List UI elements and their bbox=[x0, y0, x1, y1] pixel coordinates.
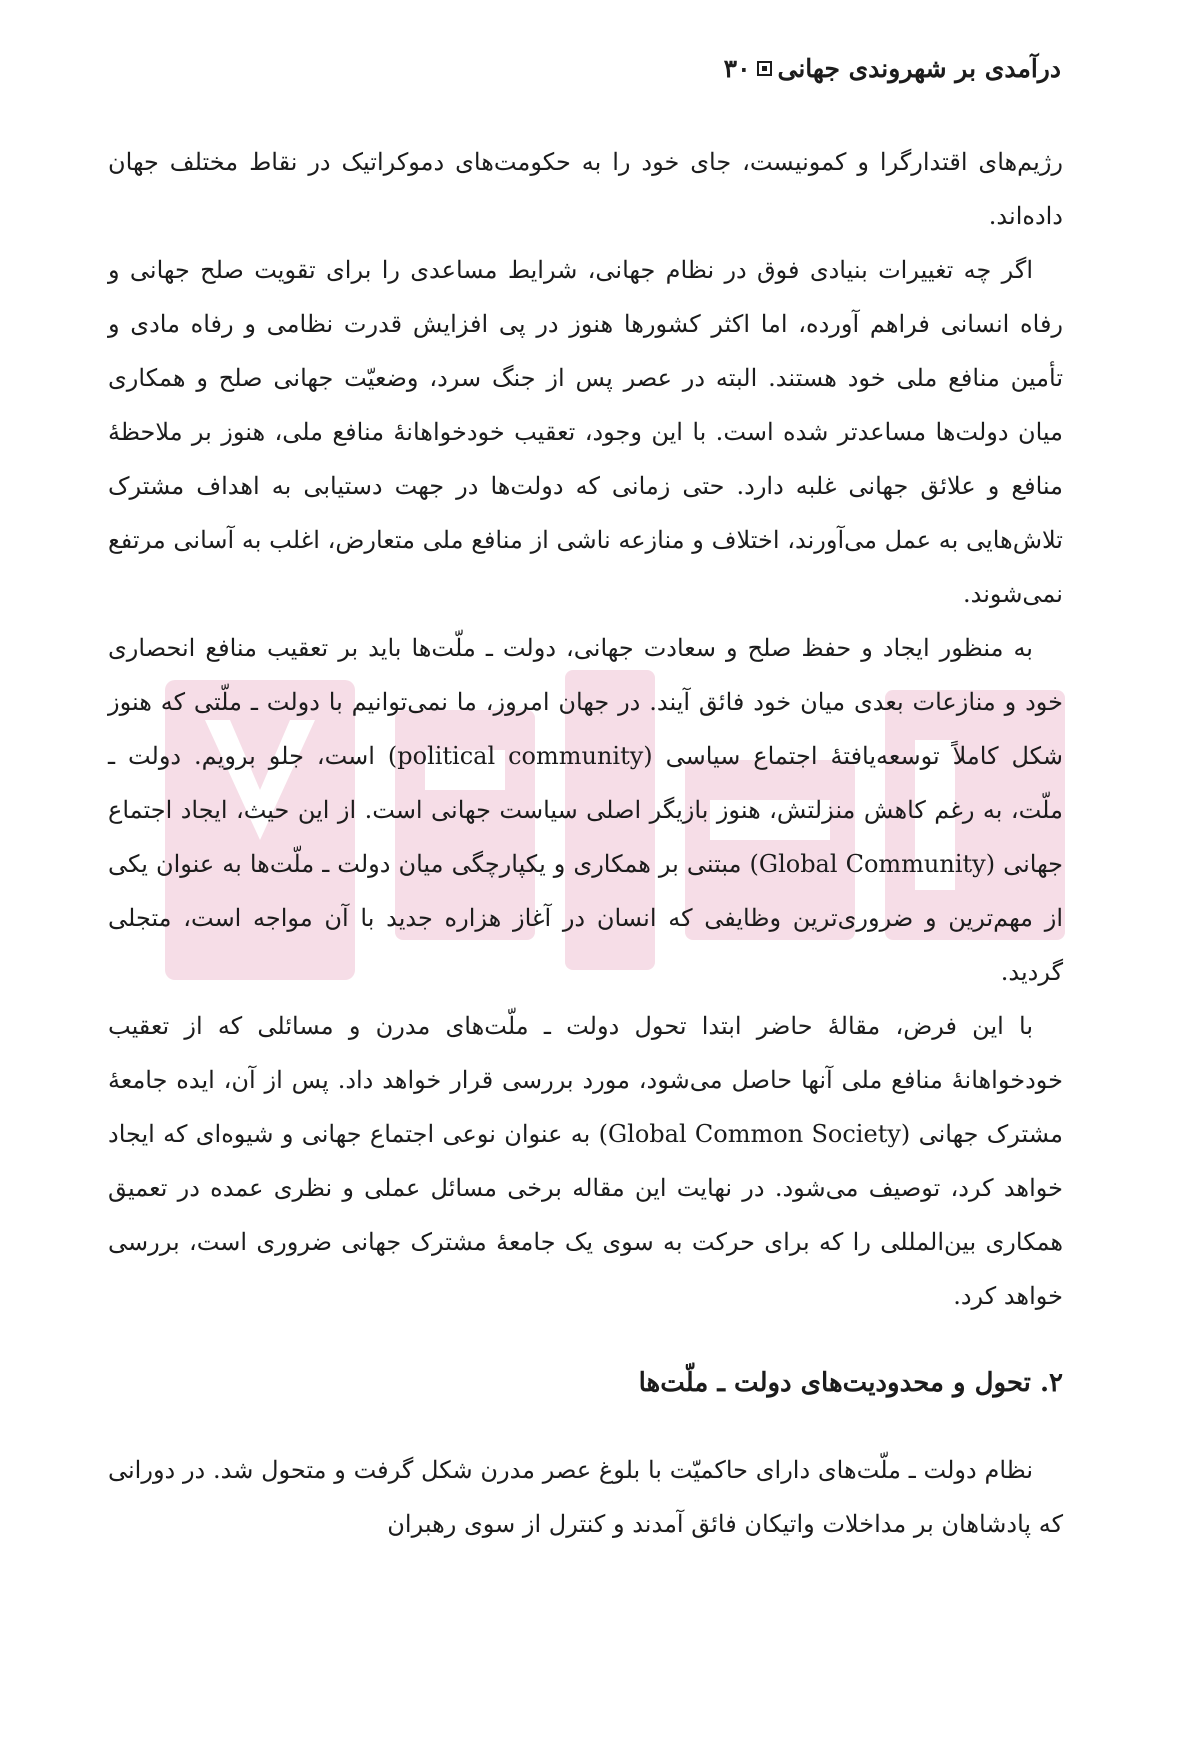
main-text bbox=[108, 135, 1063, 1551]
paragraph-3: به منظور ایجاد و حفظ صلح و سعادت جهانی، دولت ـ ملّت‌ها باید بر تعقیب منافع انحصاری خود و منازعات بعدی میان خود فائق آیند. در جهان امروز، ما نمی‌توانیم با دولت ـ ملّتی که هنوز شکل کاملاً توسعه‌یافتهٔ اجتماع سیاسی (political community) است، جلو برویم. دولت ـ ملّت، به رغم کاهش منزلتش، هنوز بازیگر اصلی سیاست جهانی است. از این حیث، ایجاد اجتماع جهانی (Global Community) مبتنی بر همکاری و یکپارچگی میان دولت ـ ملّت‌ها به عنوان یکی از مهم‌ترین و ضروری‌ترین وظایفی که انسان در آغاز هزاره جدید با آن مواجه است، متجلی گردید. bbox=[108, 634, 1064, 986]
book-title: درآمدی بر شهروندی جهانی bbox=[777, 54, 1061, 83]
paragraph-5: نظام دولت ـ ملّت‌های دارای حاکمیّت با بلوغ عصر مدرن شکل گرفت و متحول شد. در دورانی که پادشاهان بر مداخلات واتیکان فائق آمدند و کنترل از سوی رهبران bbox=[108, 1456, 1063, 1538]
running-header bbox=[724, 54, 1061, 83]
filled-square-icon bbox=[757, 61, 772, 76]
paragraph-2: اگر چه تغییرات بنیادی فوق در نظام جهانی، شرایط مساعدی را برای تقویت صلح جهانی و رفاه انسانی فراهم آورده، اما اکثر کشورها هنوز در پی افزایش قدرت نظامی و رفاه مادی و تأمین منافع ملی خود هستند. البته در عصر پس از جنگ سرد، وضعیّت جهانی صلح و همکاری میان دولت‌ها مساعدتر شده است. با این وجود، تعقیب خودخواهانهٔ منافع ملی، هنوز بر ملاحظهٔ منافع و علائق جهانی غلبه دارد. حتی زمانی که دولت‌ها در جهت دستیابی به اهداف مشترک تلاش‌هایی به عمل می‌آورند، اختلاف و منازعه ناشی از منافع ملی متعارض، اغلب به آسانی مرتفع نمی‌شوند. bbox=[108, 256, 1063, 608]
section-heading: ۲. تحول و محدودیت‌های دولت ـ ملّت‌ها bbox=[638, 1368, 1063, 1398]
page-number: ۳۰ bbox=[723, 54, 751, 83]
paragraph-1: رژیم‌های اقتدارگرا و کمونیست، جای خود را به حکومت‌های دموکراتیک در نقاط مختلف جهان داده‌اند. bbox=[108, 148, 1063, 230]
paragraph-4: با این فرض، مقالهٔ حاضر ابتدا تحول دولت ـ ملّت‌های مدرن و مسائلی که از تعقیب خودخواهانهٔ منافع ملی آنها حاصل می‌شود، مورد بررسی قرار خواهد داد. پس از آن، ایده جامعهٔ مشترک جهانی (Global Common Society) به عنوان نوعی اجتماع جهانی و شیوه‌ای که ایجاد خواهد کرد، توصیف می‌شود. در نهایت این مقاله برخی مسائل عملی و نظری عمده در تعمیق همکاری بین‌المللی را که برای حرکت به سوی یک جامعهٔ مشترک جهانی ضروری است، بررسی خواهد کرد. bbox=[108, 1012, 1064, 1310]
